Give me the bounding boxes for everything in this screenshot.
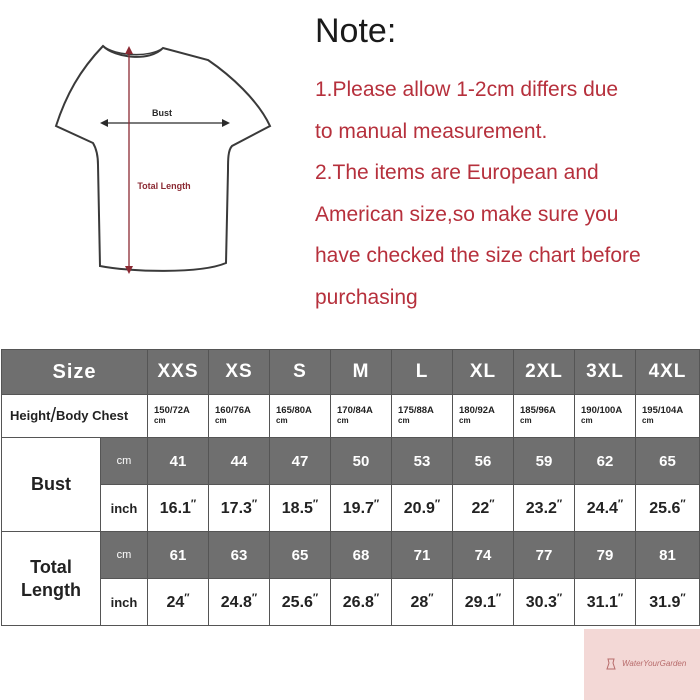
inch-value: 24 [166,594,185,611]
measure-cm-cell: 50 [331,438,392,485]
measure-inch-cell [636,579,700,626]
watermark [584,629,700,700]
measure-inch-cell [392,579,453,626]
note-body [315,73,695,323]
height-chest-unit: cm [398,416,410,425]
size-header-cell: 4XL [636,350,700,395]
inch-value: 20.9 [403,500,435,517]
inch-mark: ″ [680,592,686,604]
height-chest-unit: cm [581,416,593,425]
inch-mark: ″ [251,498,258,510]
bust-label: Bust [152,108,172,118]
measure-row-cm [2,438,700,485]
inch-value: 17.3 [220,500,252,517]
height-chest-cell [392,395,453,438]
size-header-cell: 2XL [514,350,575,395]
size-header-cell: XL [453,350,514,395]
measure-group-label [2,438,101,532]
body-chest-label: Body Chest [56,407,129,423]
measure-cm-cell: 62 [575,438,636,485]
inch-mark: ″ [680,498,686,510]
length-arrow-top-head [125,46,133,54]
measure-inch-cell [209,579,270,626]
measure-inch-cell [270,485,331,532]
inch-value: 26.8 [342,594,374,611]
measure-inch-cell [392,485,453,532]
measure-group-label [2,532,101,626]
measure-cm-cell: 71 [392,532,453,579]
inch-value: 19.7 [342,500,374,517]
height-chest-unit: cm [215,416,227,425]
inch-mark: ″ [489,498,495,510]
inch-value: 31.1 [586,594,618,611]
measure-inch-cell [270,579,331,626]
inch-mark: ″ [617,498,624,510]
measure-inch-cell [148,485,209,532]
note-line: American size,so make sure you [315,202,619,226]
measure-inch-cell [453,579,514,626]
height-chest-unit: cm [154,416,166,425]
measure-inch-cell [636,485,700,532]
measure-cm-cell: 65 [270,532,331,579]
height-chest-value: 175/88A [398,405,434,416]
measure-cm-cell: 63 [209,532,270,579]
measure-cm-cell: 68 [331,532,392,579]
inch-mark: ″ [251,592,258,604]
size-header-cell: L [392,350,453,395]
dress-form-icon [604,657,618,671]
bust-arrow-left-head [100,119,108,127]
measure-cm-cell: 59 [514,438,575,485]
measure-cm-cell: 77 [514,532,575,579]
size-header-label: Size [2,350,148,395]
note-line: have checked the size chart before [315,244,641,268]
size-header-cell: XXS [148,350,209,395]
measure-inch-cell [331,579,392,626]
height-chest-cell [209,395,270,438]
height-chest-unit: cm [520,416,532,425]
height-chest-value: 185/96A [520,405,556,416]
inch-value: 18.5 [281,500,313,517]
inch-value: 23.2 [525,500,557,517]
height-chest-cell [331,395,392,438]
measure-cm-cell: 41 [148,438,209,485]
inch-value: 29.1 [464,594,496,611]
size-header-cell: S [270,350,331,395]
height-chest-cell [575,395,636,438]
measure-cm-cell: 79 [575,532,636,579]
inch-value: 16.1 [159,500,191,517]
label-separator: / [50,404,57,427]
measure-inch-cell [575,485,636,532]
measurement-rows [2,438,700,626]
inch-mark: ″ [428,592,434,604]
height-chest-label [2,395,148,438]
size-header-cell: XS [209,350,270,395]
height-chest-value: 160/76A [215,405,251,416]
measure-cm-cell: 74 [453,532,514,579]
note-line: 2.The items are European and [315,161,599,185]
height-chest-value: 165/80A [276,405,312,416]
measure-group-label-line: Total [30,556,72,577]
inch-mark: ″ [373,498,380,510]
measure-inch-cell [514,579,575,626]
measure-cm-cell: 56 [453,438,514,485]
inch-mark: ″ [312,592,319,604]
total-length-label: Total Length [137,181,191,191]
measure-group-label-line: Length [21,579,81,600]
measure-inch-cell [514,485,575,532]
inch-mark: ″ [617,592,624,604]
measure-inch-cell [209,485,270,532]
measure-row-inch [2,579,700,626]
inch-value: 28 [410,594,429,611]
height-chest-unit: cm [276,416,288,425]
measure-inch-cell [575,579,636,626]
unit-cm-label: cm [101,438,148,485]
height-chest-cell [270,395,331,438]
height-chest-cell [453,395,514,438]
note-line: to manual measurement. [315,119,548,143]
height-chest-value: 195/104A [642,405,684,416]
inch-value: 25.6 [281,594,313,611]
measure-inch-cell [148,579,209,626]
height-chest-value: 190/100A [581,405,623,416]
measure-row-inch [2,485,700,532]
height-chest-row [2,395,700,438]
note-title: Note: [315,12,397,50]
height-chest-cell [148,395,209,438]
size-header-row [2,350,700,395]
height-chest-unit: cm [459,416,471,425]
inch-mark: ″ [556,592,563,604]
inch-value: 25.6 [649,500,681,517]
tshirt-measurement-diagram [0,0,300,340]
height-chest-value: 150/72A [154,405,190,416]
inch-mark: ″ [495,592,502,604]
bust-arrow-right-head [222,119,230,127]
height-chest-cell [636,395,700,438]
inch-mark: ″ [190,498,197,510]
measure-inch-cell [453,485,514,532]
inch-value: 24.8 [220,594,252,611]
measure-group-label-line: Bust [31,474,71,494]
inch-mark: ″ [556,498,563,510]
size-header-cell: 3XL [575,350,636,395]
size-chart-table [1,349,700,626]
measure-row-cm [2,532,700,579]
measure-cm-cell: 61 [148,532,209,579]
inch-mark: ″ [434,498,441,510]
measure-cm-cell: 53 [392,438,453,485]
inch-mark: ″ [312,498,319,510]
measure-inch-cell [331,485,392,532]
measure-cm-cell: 81 [636,532,700,579]
height-chest-value: 180/92A [459,405,495,416]
watermark-content [604,657,686,671]
unit-inch-label: inch [101,485,148,532]
inch-value: 30.3 [525,594,557,611]
measure-cm-cell: 47 [270,438,331,485]
height-chest-unit: cm [337,416,349,425]
note-line: purchasing [315,285,418,309]
size-header-cell: M [331,350,392,395]
inch-value: 31.9 [649,594,681,611]
inch-value: 22 [471,500,490,517]
inch-mark: ″ [373,592,380,604]
measure-cm-cell: 44 [209,438,270,485]
unit-inch-label: inch [101,579,148,626]
height-label: Height [10,407,51,423]
height-chest-value: 170/84A [337,405,373,416]
unit-cm-label: cm [101,532,148,579]
height-chest-cell [514,395,575,438]
height-chest-unit: cm [642,416,654,425]
watermark-text: WaterYourGarden [622,659,687,669]
note-line: 1.Please allow 1-2cm differs due [315,78,619,101]
tshirt-outline [56,46,270,271]
inch-mark: ″ [184,592,190,604]
measure-cm-cell: 65 [636,438,700,485]
inch-value: 24.4 [586,500,618,517]
